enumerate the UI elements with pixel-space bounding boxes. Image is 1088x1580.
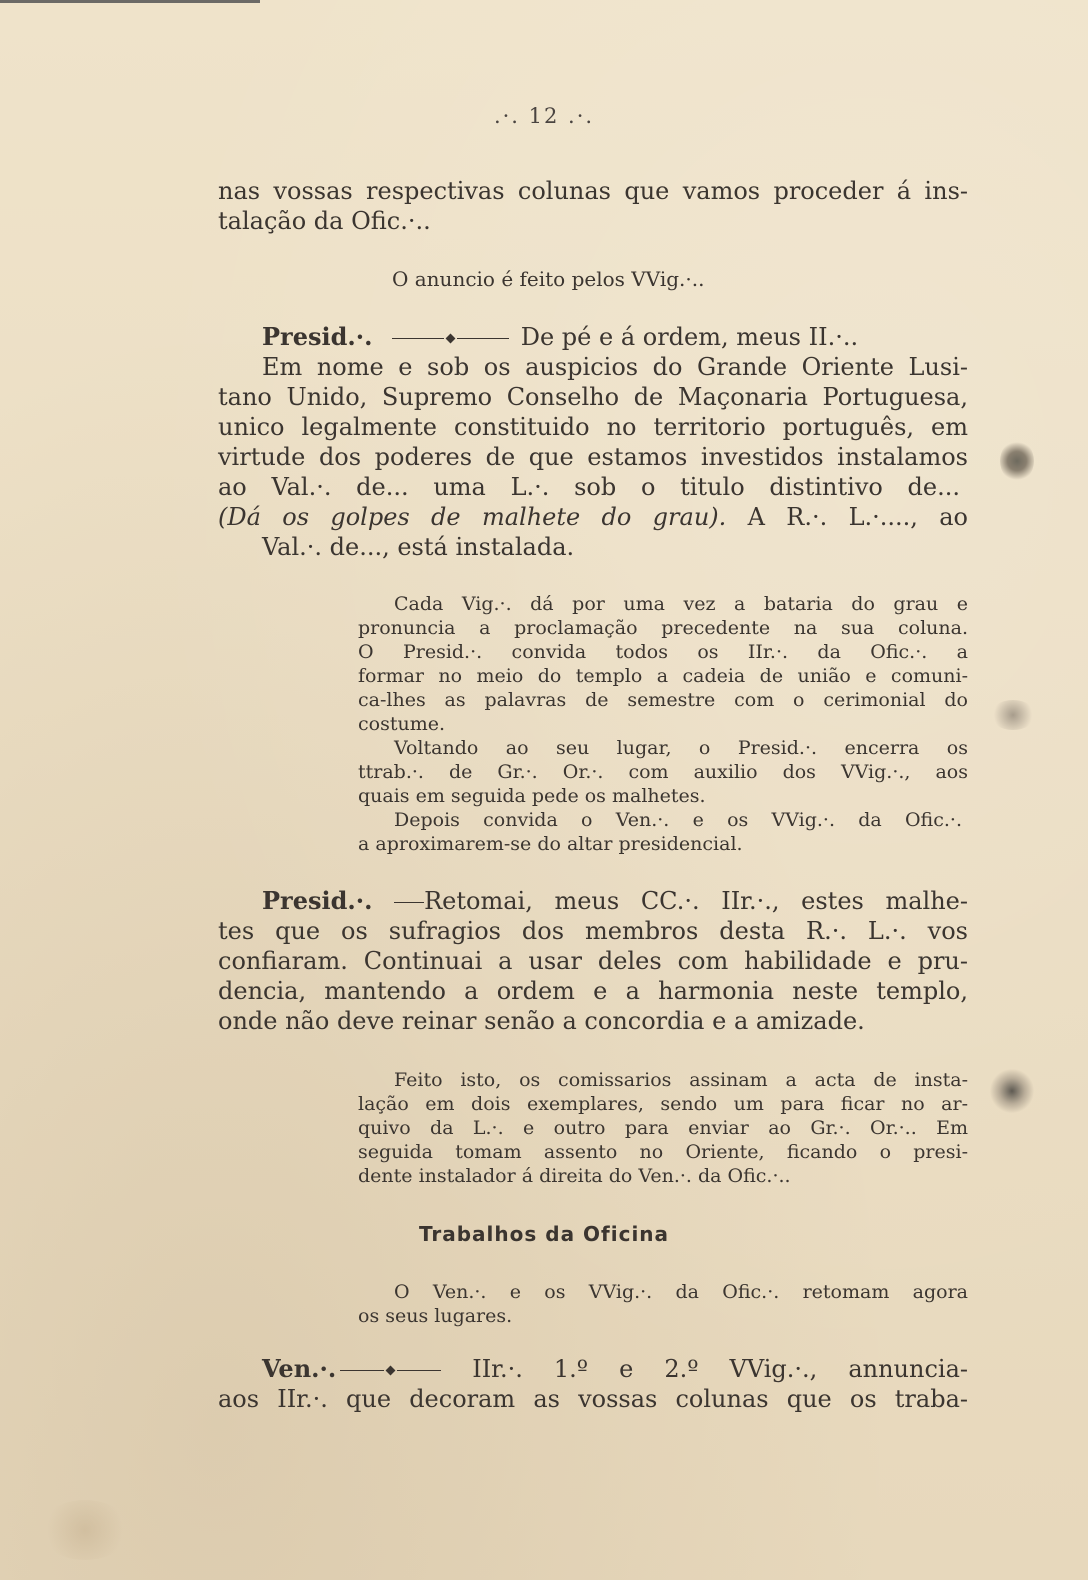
paragraph	[218, 472, 960, 502]
text-line: aos IIr.·. que decoram as vossas colunas que os traba-	[218, 1385, 968, 1413]
paper-stain	[1000, 440, 1034, 482]
stage-direction-block	[358, 640, 968, 664]
speaker-label: Ven.·.	[262, 1354, 337, 1383]
text-line: dente instalador á direita do Ven.·. da Ofic.·..	[358, 1165, 791, 1187]
speech-line	[262, 322, 858, 352]
paper-stain	[990, 1068, 1034, 1114]
text-line: virtude dos poderes de que estamos investidos instalamos	[218, 443, 968, 471]
text-line: Depois convida o Ven.·. e os VVig.·. da Ofic.·.	[394, 809, 962, 831]
dash-ornament	[392, 323, 509, 351]
stage-direction-block	[358, 1116, 968, 1140]
text-line: Feito isto, os comissarios assinam a acta de insta-	[394, 1069, 968, 1091]
speech-line: Ven.·. IIr.·. 1.º e 2.º VVig.·., annuncia-	[262, 1354, 968, 1383]
text-line: tes que os sufragios dos membros desta R.·. L.·. vos	[218, 917, 968, 945]
stage-direction-block	[358, 664, 968, 688]
speaker-label: Presid.·.	[262, 322, 373, 351]
paragraph	[218, 502, 968, 532]
text-line: Val.·. de..., está instalada.	[262, 533, 575, 561]
speech-text: De pé e á ordem, meus II.·..	[520, 323, 859, 351]
text-line: confiaram. Continuai a usar deles com habilidade e pru-	[218, 947, 968, 975]
text-line: pronuncia a proclamação precedente na sua coluna.	[358, 617, 968, 639]
text-line: ca-lhes as palavras de semestre com o cerimonial do	[358, 689, 968, 711]
paragraph	[218, 1384, 968, 1414]
text-line: onde não deve reinar senão a concordia e a amizade.	[218, 1007, 865, 1035]
italic-direction: (Dá os golpes de malhete do grau).	[218, 503, 727, 531]
text-line: O Ven.·. e os VVig.·. da Ofic.·. retomam agora	[394, 1281, 968, 1303]
paragraph	[218, 946, 968, 976]
text-line: Em nome e sob os auspicios do Grande Oriente Lusi-	[262, 353, 968, 381]
paragraph	[218, 176, 968, 206]
speech-paragraph	[218, 1354, 968, 1384]
paragraph	[218, 916, 968, 946]
text-line: os seus lugares.	[358, 1305, 513, 1327]
text-line: (Dá os golpes de malhete do grau). A R.·. L.·...., ao	[218, 503, 968, 531]
text-line: formar no meio do templo a cadeia de união e comuni-	[358, 665, 968, 687]
paragraph	[218, 412, 968, 442]
paper-stain	[990, 700, 1036, 730]
stage-direction-block	[358, 760, 968, 784]
stage-direction-block	[358, 1140, 968, 1164]
text-line: nas vossas respectivas colunas que vamos proceder á ins-	[218, 177, 968, 205]
text-line: seguida tomam assento no Oriente, ficando o presi-	[358, 1141, 968, 1163]
scan-edge	[0, 0, 260, 3]
speech-paragraph	[218, 886, 968, 916]
dash-ornament	[340, 1355, 441, 1383]
section-heading: Trabalhos da Oficina	[418, 1222, 670, 1246]
page-number: .·. 12 .·.	[493, 104, 595, 128]
text-line: dencia, mantendo a ordem e a harmonia neste templo,	[218, 977, 968, 1005]
stage-direction: O anuncio é feito pelos VVig.·..	[392, 267, 705, 291]
text-line: Voltando ao seu lugar, o Presid.·. encerra os	[394, 737, 968, 759]
text-line: unico legalmente constituido no territorio português, em	[218, 413, 968, 441]
dash-ornament	[394, 902, 424, 903]
stage-direction-block	[358, 1068, 968, 1092]
stage-direction-block	[358, 736, 968, 760]
text-line: quais em seguida pede os malhetes.	[358, 785, 706, 807]
text-line: Cada Vig.·. dá por uma vez a bataria do grau e	[394, 593, 968, 615]
stage-direction-block	[358, 616, 968, 640]
stage-direction-block	[358, 688, 968, 712]
paragraph	[218, 976, 968, 1006]
paragraph	[218, 382, 968, 412]
stage-direction-block	[358, 592, 968, 616]
paper-stain	[40, 1500, 130, 1560]
stage-direction-block	[358, 1280, 968, 1304]
stage-direction-block	[358, 1092, 968, 1116]
speech-line: Presid.·. Retomai, meus CC.·. IIr.·., estes malhe-	[262, 886, 968, 915]
text-line: O Presid.·. convida todos os IIr.·. da Ofic.·. a	[358, 641, 968, 663]
text-line: ttrab.·. de Gr.·. Or.·. com auxilio dos VVig.·., aos	[358, 761, 968, 783]
text-line: a aproximarem-se do altar presidencial.	[358, 833, 743, 855]
text-line: costume.	[358, 713, 446, 735]
speaker-label: Presid.·.	[262, 886, 373, 915]
text-line: lação em dois exemplares, sendo um para ficar no ar-	[358, 1093, 968, 1115]
text-line: quivo da L.·. e outro para enviar ao Gr.·. Or.·.. Em	[358, 1117, 968, 1139]
paragraph	[218, 352, 968, 382]
text-line: tano Unido, Supremo Conselho de Maçonaria Portuguesa,	[218, 383, 968, 411]
text-line: talação da Ofic.·..	[218, 207, 431, 235]
text-line: ao Val.·. de... uma L.·. sob o titulo distintivo de...	[218, 473, 960, 501]
paragraph	[218, 442, 968, 472]
stage-direction-block	[358, 808, 962, 832]
